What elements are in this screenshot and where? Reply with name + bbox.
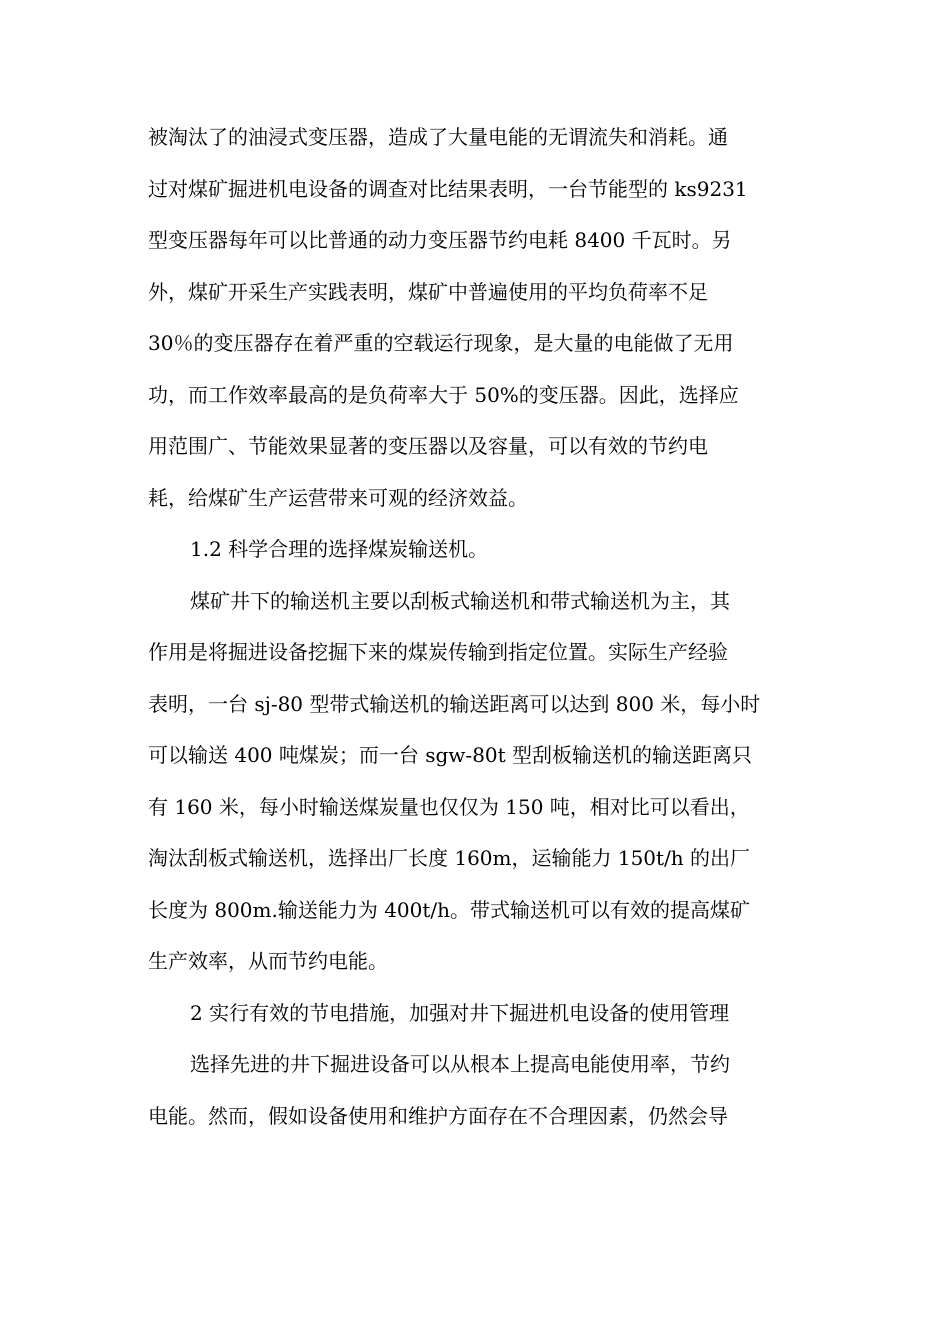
text-line: 淘汰刮板式输送机，选择出厂长度 160m，运输能力 150t/h 的出厂 <box>148 846 751 870</box>
text-line: 用范围广、节能效果显著的变压器以及容量，可以有效的节约电 <box>148 434 708 458</box>
text-line: 煤矿井下的输送机主要以刮板式输送机和带式输送机为主，其 <box>190 588 730 613</box>
text-line: 30％的变压器存在着严重的空载运行现象，是大量的电能做了无用 <box>148 331 734 355</box>
text-line: 型变压器每年可以比普通的动力变压器节约电耗 8400 千瓦时。另 <box>148 228 732 252</box>
text-line: 表明，一台 sj-80 型带式输送机的输送距离可以达到 800 米，每小时 <box>148 691 761 716</box>
text-line: 功，而工作效率最高的是负荷率大于 50%的变压器。因此，选择应 <box>148 382 739 407</box>
section-heading-2: 2 实行有效的节电措施，加强对井下掘进机电设备的使用管理 <box>190 1000 730 1025</box>
text-line: 生产效率，从而节约电能。 <box>148 949 388 973</box>
text-line: 可以输送 400 吨煤炭；而一台 sgw-80t 型刮板输送机的输送距离只 <box>148 743 753 767</box>
text-line: 长度为 800m.输送能力为 400t/h。带式输送机可以有效的提高煤矿 <box>148 897 751 922</box>
text-line: 有 160 米，每小时输送煤炭量也仅仅为 150 吨，相对比可以看出， <box>148 794 750 819</box>
text-line: 耗，给煤矿生产运营带来可观的经济效益。 <box>148 485 528 510</box>
text-line: 作用是将掘进设备挖掘下来的煤炭传输到指定位置。实际生产经验 <box>148 640 728 664</box>
section-heading-1-2: 1.2 科学合理的选择煤炭输送机。 <box>190 537 489 561</box>
text-line: 电能。然而，假如设备使用和维护方面存在不合理因素，仍然会导 <box>148 1103 728 1128</box>
text-line: 被淘汰了的油浸式变压器，造成了大量电能的无谓流失和消耗。通 <box>148 125 728 149</box>
text-line: 过对煤矿掘进机电设备的调查对比结果表明，一台节能型的 ks9231 <box>148 176 748 201</box>
document-body <box>148 112 808 1142</box>
text-line: 外，煤矿开采生产实践表明，煤矿中普遍使用的平均负荷率不足 <box>148 279 708 304</box>
text-line: 选择先进的井下掘进设备可以从根本上提高电能使用率，节约 <box>190 1052 730 1076</box>
